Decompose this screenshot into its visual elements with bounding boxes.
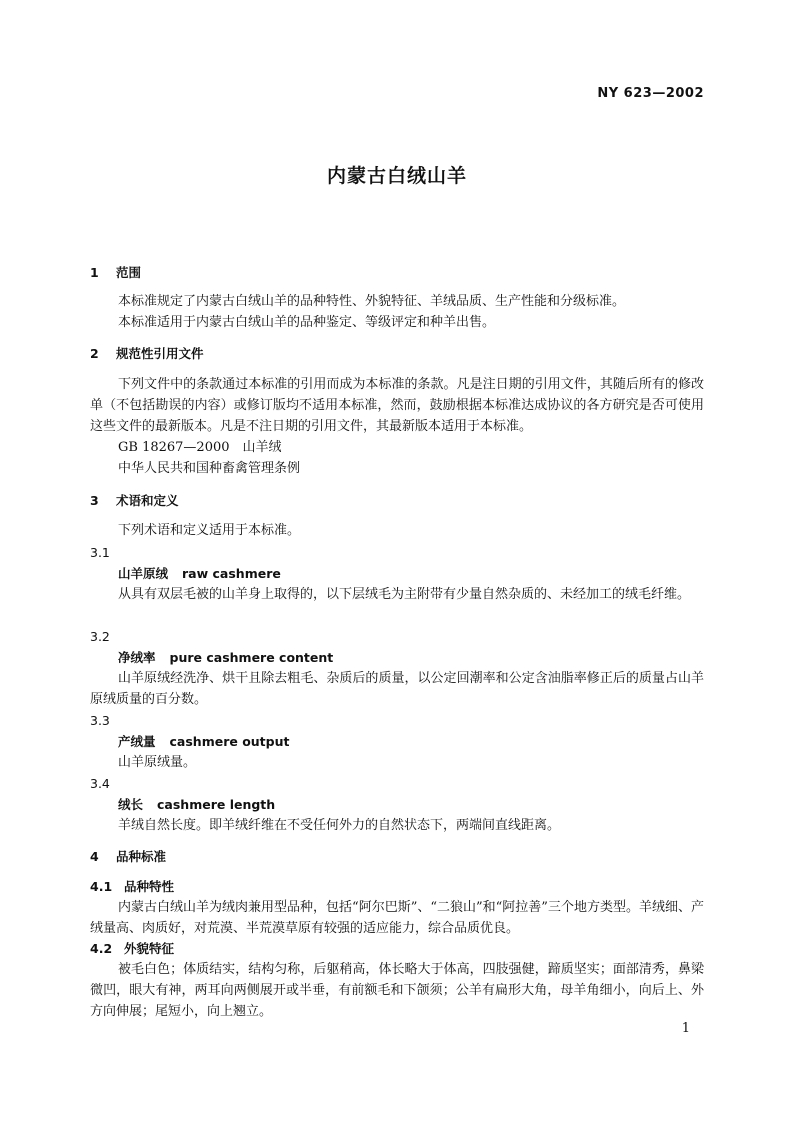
paragraph: 内蒙古白绒山羊为绒肉兼用型品种，包括“阿尔巴斯”、“二狼山”和“阿拉善”三个地方类型。羊绒细、产绒量高、肉质好，对荒漠、半荒漠草原有较强的适应能力，综合品质优良。 bbox=[90, 900, 704, 936]
term-en: raw cashmere bbox=[182, 566, 281, 581]
section-number: 3 bbox=[90, 493, 99, 508]
term-cn: 山羊原绒 bbox=[118, 566, 169, 581]
reference-item: GB 18267—2000 山羊绒 bbox=[118, 440, 282, 455]
term-en: cashmere output bbox=[169, 734, 290, 749]
subsection-4-2-heading bbox=[90, 938, 704, 959]
section-title: 术语和定义 bbox=[116, 493, 179, 508]
paragraph: 本标准适用于内蒙古白绒山羊的品种鉴定、等级评定和种羊出售。 bbox=[118, 315, 496, 330]
page-number: 1 bbox=[681, 1021, 690, 1036]
term-cn: 绒长 bbox=[118, 797, 144, 812]
paragraph: 本标准规定了内蒙古白绒山羊的品种特性、外貌特征、羊绒品质、生产性能和分级标准。 bbox=[118, 294, 626, 309]
clause-number: 3.2 bbox=[90, 629, 110, 644]
term-definition: 从具有双层毛被的山羊身上取得的，以下层绒毛为主附带有少量自然杂质的、未经加工的绒毛纤维。 bbox=[118, 587, 691, 602]
term-definition: 山羊原绒量。 bbox=[118, 755, 197, 770]
term-entry bbox=[90, 647, 704, 668]
term-entry bbox=[90, 794, 704, 815]
section-1-heading bbox=[90, 262, 704, 283]
term-definition: 山羊原绒经洗净、烘干且除去粗毛、杂质后的质量，以公定回潮率和公定含油脂率修正后的质量占山羊原绒质量的百分数。 bbox=[90, 671, 704, 707]
section-number: 4 bbox=[90, 849, 99, 864]
section-4-heading bbox=[90, 846, 704, 867]
subsection-number: 4.1 bbox=[90, 879, 113, 894]
subsection-4-1-heading bbox=[90, 876, 704, 897]
term-cn: 净绒率 bbox=[118, 650, 156, 665]
term-definition: 羊绒自然长度。即羊绒纤维在不受任何外力的自然状态下，两端间直线距离。 bbox=[118, 818, 561, 833]
term-en: pure cashmere content bbox=[169, 650, 334, 665]
paragraph: 下列术语和定义适用于本标准。 bbox=[118, 523, 301, 538]
subsection-title: 外貌特征 bbox=[124, 941, 175, 956]
term-entry bbox=[90, 731, 704, 752]
section-title: 规范性引用文件 bbox=[116, 346, 204, 361]
subsection-title: 品种特性 bbox=[124, 879, 175, 894]
section-number: 2 bbox=[90, 346, 99, 361]
clause-number: 3.3 bbox=[90, 713, 110, 728]
paragraph: 被毛白色；体质结实，结构匀称，后躯稍高，体长略大于体高，四肢强健，蹄质坚实；面部清秀，鼻梁微凹，眼大有神，两耳向两侧展开或半垂，有前额毛和下颌须；公羊有扁形大角，母羊角细小，向后上、外方向伸展；尾短小，向上翘立。 bbox=[90, 962, 704, 1019]
section-3-heading bbox=[90, 490, 704, 511]
clause-number: 3.4 bbox=[90, 776, 110, 791]
section-title: 品种标准 bbox=[116, 849, 167, 864]
section-number: 1 bbox=[90, 265, 99, 280]
reference-item: 中华人民共和国种畜禽管理条例 bbox=[118, 461, 301, 476]
section-title: 范围 bbox=[116, 265, 142, 280]
standard-code: NY 623—2002 bbox=[597, 86, 704, 101]
term-en: cashmere length bbox=[157, 797, 276, 812]
paragraph: 下列文件中的条款通过本标准的引用而成为本标准的条款。凡是注日期的引用文件，其随后所有的修改单（不包括勘误的内容）或修订版均不适用本标准，然而，鼓励根据本标准达成协议的各方研究是否可使用这些文件的最新版本。凡是不注日期的引用文件，其最新版本适用于本标准。 bbox=[90, 377, 704, 434]
section-2-heading bbox=[90, 343, 704, 364]
term-cn: 产绒量 bbox=[118, 734, 156, 749]
term-entry bbox=[90, 563, 704, 584]
clause-number: 3.1 bbox=[90, 545, 110, 560]
subsection-number: 4.2 bbox=[90, 941, 113, 956]
document-title: 内蒙古白绒山羊 bbox=[326, 165, 467, 187]
